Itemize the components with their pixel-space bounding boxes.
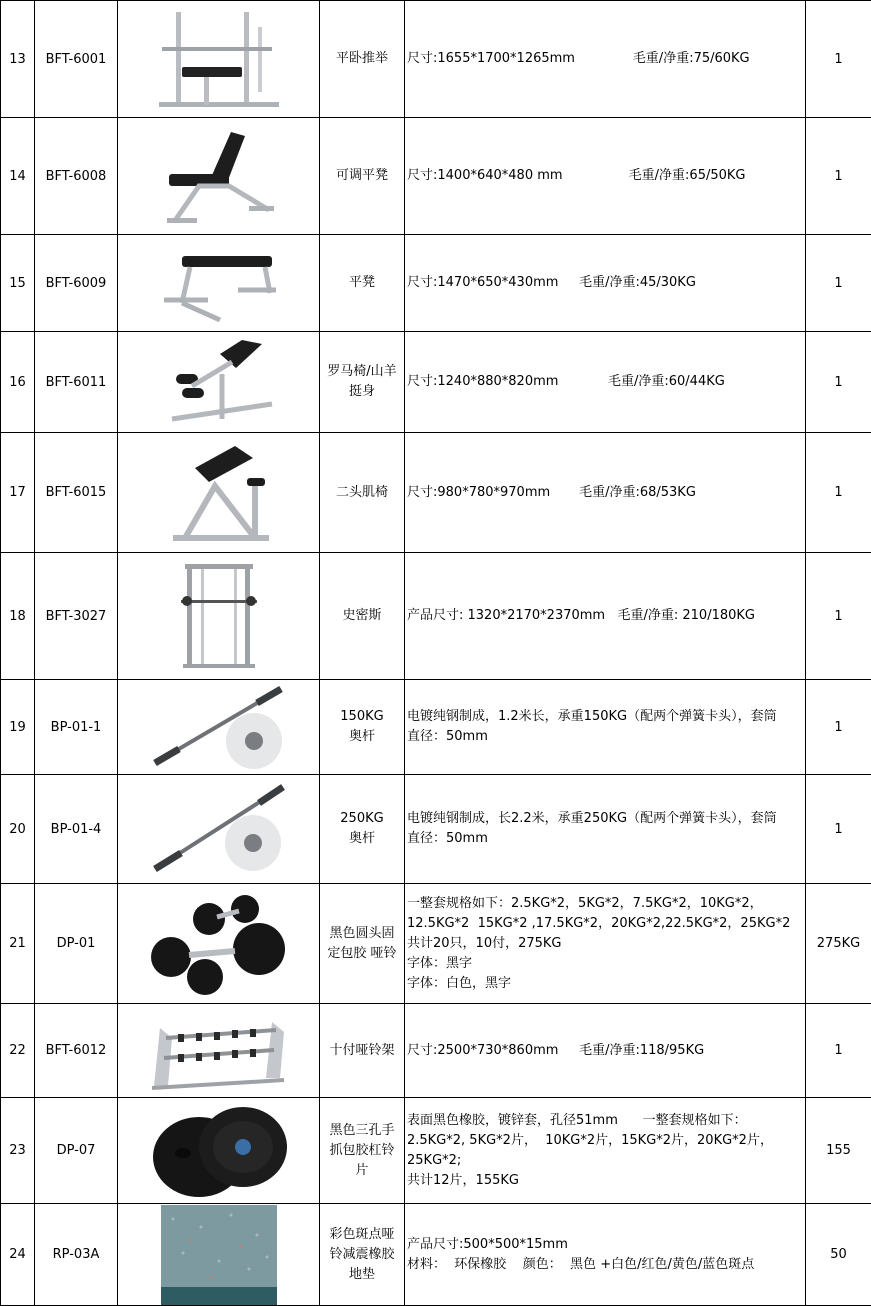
- table-row: [1, 235, 871, 332]
- table-row: [1, 553, 871, 680]
- row-number: 16: [1, 332, 35, 433]
- smith-machine-image: [179, 560, 259, 672]
- tri-grip-plates-image: [147, 1101, 291, 1201]
- product-spec: 尺寸:1400*640*480 mm 毛重/净重:65/50KG: [405, 118, 806, 235]
- quantity: 1: [806, 775, 871, 884]
- olympic-barbell-1-2m-image: [149, 683, 289, 771]
- product-code: BFT-6011: [35, 332, 118, 433]
- table-row: [1, 118, 871, 235]
- row-number: 21: [1, 884, 35, 1004]
- product-spec: 表面黑色橡胶，镀锌套，孔径51mm 一整套规格如下： 2.5KG*2, 5KG*2片， 10KG*2片，15KG*2片，20KG*2片， 25KG*2; 共计12片，155KG: [405, 1098, 806, 1204]
- rubber-floor-tile-image: [161, 1205, 277, 1305]
- olympic-barbell-2-2m-image: [149, 779, 289, 879]
- quantity: 1: [806, 553, 871, 680]
- product-spec: 尺寸:1240*880*820mm 毛重/净重:60/44KG: [405, 332, 806, 433]
- product-name: 黑色三孔手 抓包胶杠铃 片: [320, 1098, 405, 1204]
- product-code: BFT-6001: [35, 1, 118, 118]
- rubber-dumbbells-image: [149, 893, 289, 995]
- row-number: 24: [1, 1204, 35, 1306]
- product-spec: 尺寸:1655*1700*1265mm 毛重/净重:75/60KG: [405, 1, 806, 118]
- olympic-flat-bench-press-image: [154, 7, 284, 112]
- product-spec: 产品尺寸: 1320*2170*2370mm 毛重/净重: 210/180KG: [405, 553, 806, 680]
- product-code: BP-01-4: [35, 775, 118, 884]
- product-code: BFT-6012: [35, 1004, 118, 1098]
- product-spec: 一整套规格如下：2.5KG*2，5KG*2，7.5KG*2，10KG*2， 12.5KG*2 15KG*2 ,17.5KG*2，20KG*2,22.5KG*2，25KG*2 共计20只，10付，275KG 字体：黑字 字体：白色，黑字: [405, 884, 806, 1004]
- row-number: 13: [1, 1, 35, 118]
- flat-bench-image: [160, 238, 278, 328]
- quantity: 1: [806, 235, 871, 332]
- product-name: 平卧推举: [320, 1, 405, 118]
- table-row: [1, 775, 871, 884]
- product-name: 十付哑铃架: [320, 1004, 405, 1098]
- row-number: 18: [1, 553, 35, 680]
- row-number: 14: [1, 118, 35, 235]
- quantity: 1: [806, 118, 871, 235]
- quantity: 275KG: [806, 884, 871, 1004]
- table-row: [1, 1, 871, 118]
- product-name: 可调平凳: [320, 118, 405, 235]
- product-name: 黑色圆头固 定包胶 哑铃: [320, 884, 405, 1004]
- row-number: 23: [1, 1098, 35, 1204]
- product-name: 平凳: [320, 235, 405, 332]
- row-number: 17: [1, 433, 35, 553]
- product-name: 二头肌椅: [320, 433, 405, 553]
- table-row: [1, 433, 871, 553]
- table-row: [1, 884, 871, 1004]
- table-row: [1, 1004, 871, 1098]
- product-name: 罗马椅/山羊 挺身: [320, 332, 405, 433]
- roman-chair-image: [162, 334, 276, 430]
- quantity: 1: [806, 1, 871, 118]
- table-row: [1, 1204, 871, 1306]
- row-number: 20: [1, 775, 35, 884]
- table-row: [1, 1098, 871, 1204]
- product-name: 150KG 奥杆: [320, 680, 405, 775]
- product-spec: 尺寸:2500*730*860mm 毛重/净重:118/95KG: [405, 1004, 806, 1098]
- product-name: 史密斯: [320, 553, 405, 680]
- dumbbell-rack-image: [148, 1008, 290, 1094]
- row-number: 15: [1, 235, 35, 332]
- product-code: DP-01: [35, 884, 118, 1004]
- product-spec: 产品尺寸:500*500*15mm 材料： 环保橡胶 颜色： 黑色 +白色/红色/黄色/蓝色斑点: [405, 1204, 806, 1306]
- row-number: 19: [1, 680, 35, 775]
- quantity: 1: [806, 332, 871, 433]
- product-spec: 尺寸:980*780*970mm 毛重/净重:68/53KG: [405, 433, 806, 553]
- table-row: [1, 680, 871, 775]
- product-code: BFT-6009: [35, 235, 118, 332]
- product-code: RP-03A: [35, 1204, 118, 1306]
- product-code: DP-07: [35, 1098, 118, 1204]
- product-spec: 电镀纯钢制成，长2.2米，承重250KG（配两个弹簧卡头），套筒 直径：50mm: [405, 775, 806, 884]
- product-code: BFT-3027: [35, 553, 118, 680]
- product-name: 250KG 奥杆: [320, 775, 405, 884]
- quantity: 1: [806, 433, 871, 553]
- adjustable-bench-image: [159, 122, 279, 230]
- product-spec: 尺寸:1470*650*430mm 毛重/净重:45/30KG: [405, 235, 806, 332]
- row-number: 22: [1, 1004, 35, 1098]
- table-row: [1, 332, 871, 433]
- product-name: 彩色斑点哑 铃减震橡胶 地垫: [320, 1204, 405, 1306]
- product-spec: 电镀纯钢制成，1.2米长，承重150KG（配两个弹簧卡头），套筒 直径：50mm: [405, 680, 806, 775]
- product-code: BFT-6015: [35, 433, 118, 553]
- quantity: 1: [806, 1004, 871, 1098]
- product-code: BFT-6008: [35, 118, 118, 235]
- quantity: 155: [806, 1098, 871, 1204]
- product-code: BP-01-1: [35, 680, 118, 775]
- preacher-curl-bench-image: [165, 438, 273, 548]
- quantity: 50: [806, 1204, 871, 1306]
- quantity: 1: [806, 680, 871, 775]
